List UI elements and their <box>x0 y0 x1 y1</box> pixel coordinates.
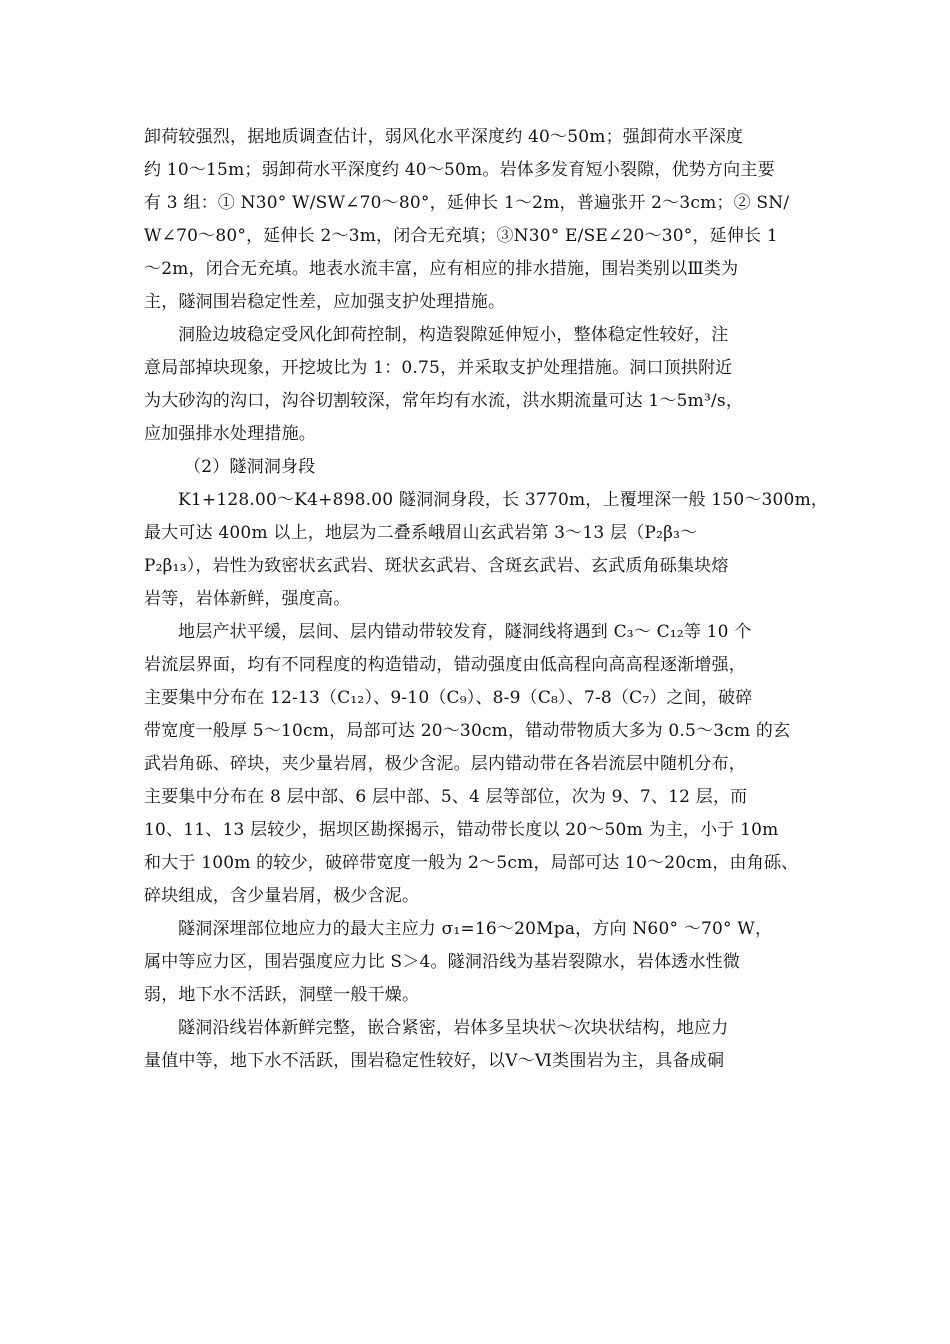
text-line: 有 3 组：① N30° W/SW∠70～80°，延伸长 1～2m，普遍张开 2～3cm；② SN/ <box>144 193 790 213</box>
text-line: 岩流层界面，均有不同程度的构造错动，错动强度由低高程向高高程逐渐增强， <box>144 655 746 675</box>
text-line: 卸荷较强烈，据地质调查估计，弱风化水平深度约 40～50m；强卸荷水平深度 <box>144 127 744 147</box>
text-line: 为大砂沟的沟口，沟谷切割较深，常年均有水流，洪水期流量可达 1～5m³/s， <box>144 391 744 411</box>
text-line: 地层产状平缓，层间、层内错动带较发育，隧洞线将遇到 C₃～ C₁₂等 10 个 <box>178 622 752 642</box>
text-line: 和大于 100m 的较少，破碎带宽度一般为 2～5cm，局部可达 10～20cm，由角砾、 <box>144 853 799 873</box>
text-line: 隧洞深埋部位地应力的最大主应力 σ₁=16～20Mpa，方向 N60° ～70° W， <box>178 919 773 939</box>
text-line: ～2m，闭合无充填。地表水流丰富，应有相应的排水措施，围岩类别以Ⅲ类为 <box>144 259 739 279</box>
text-line: 主要集中分布在 12-13（C₁₂）、9-10（C₉）、8-9（C₈）、7-8（C₇）之间，破碎 <box>144 688 753 708</box>
text-line: 主要集中分布在 8 层中部、6 层中部、5、4 层等部位，次为 9、7、12 层，而 <box>144 787 748 807</box>
text-line: 约 10～15m；弱卸荷水平深度约 40～50m。岩体多发育短小裂隙，优势方向主要 <box>144 160 775 180</box>
text-line: W∠70～80°，延伸长 2～3m，闭合无充填；③N30° E/SE∠20～30°，延伸长 1 <box>144 226 778 246</box>
text-line: K1+128.00～K4+898.00 隧洞洞身段，长 3770m，上覆埋深一般 150～300m， <box>178 490 829 510</box>
text-line: 碎块组成，含少量岩屑，极少含泥。 <box>144 886 420 906</box>
text-line: 岩等，岩体新鲜，强度高。 <box>144 589 351 609</box>
text-line: 武岩角砾、碎块，夹少量岩屑，极少含泥。层内错动带在各岩流层中随机分布， <box>144 754 746 774</box>
text-line: P₂β₁₃），岩性为致密状玄武岩、斑状玄武岩、含斑玄武岩、玄武质角砾集块熔 <box>144 556 729 576</box>
text-line: 隧洞沿线岩体新鲜完整，嵌合紧密，岩体多呈块状～次块状结构，地应力 <box>178 1018 729 1038</box>
section-heading: （2）隧洞洞身段 <box>184 457 316 477</box>
text-line: 主，隧洞围岩稳定性差，应加强支护处理措施。 <box>144 292 506 312</box>
text-line: 最大可达 400m 以上，地层为二叠系峨眉山玄武岩第 3～13 层（P₂β₃～ <box>144 523 698 543</box>
text-line: 洞脸边坡稳定受风化卸荷控制，构造裂隙延伸短小，整体稳定性较好，注 <box>178 325 729 345</box>
text-line: 应加强排水处理措施。 <box>144 424 316 444</box>
text-line: 带宽度一般厚 5～10cm，局部可达 20～30cm，错动带物质大多为 0.5～3cm 的玄 <box>144 721 791 741</box>
text-line: 10、11、13 层较少，据坝区勘探揭示，错动带长度以 20～50m 为主，小于 10m <box>144 820 779 840</box>
document-body <box>144 121 829 1078</box>
text-line: 量值中等，地下水不活跃，围岩稳定性较好，以Ⅴ～Ⅵ类围岩为主，具备成硐 <box>144 1051 725 1071</box>
text-line: 意局部掉块现象，开挖坡比为 1：0.75，并采取支护处理措施。洞口顶拱附近 <box>144 358 733 378</box>
text-line: 弱，地下水不活跃，洞壁一般干燥。 <box>144 985 420 1005</box>
text-line: 属中等应力区，围岩强度应力比 S＞4。隧洞沿线为基岩裂隙水，岩体透水性微 <box>144 952 741 972</box>
